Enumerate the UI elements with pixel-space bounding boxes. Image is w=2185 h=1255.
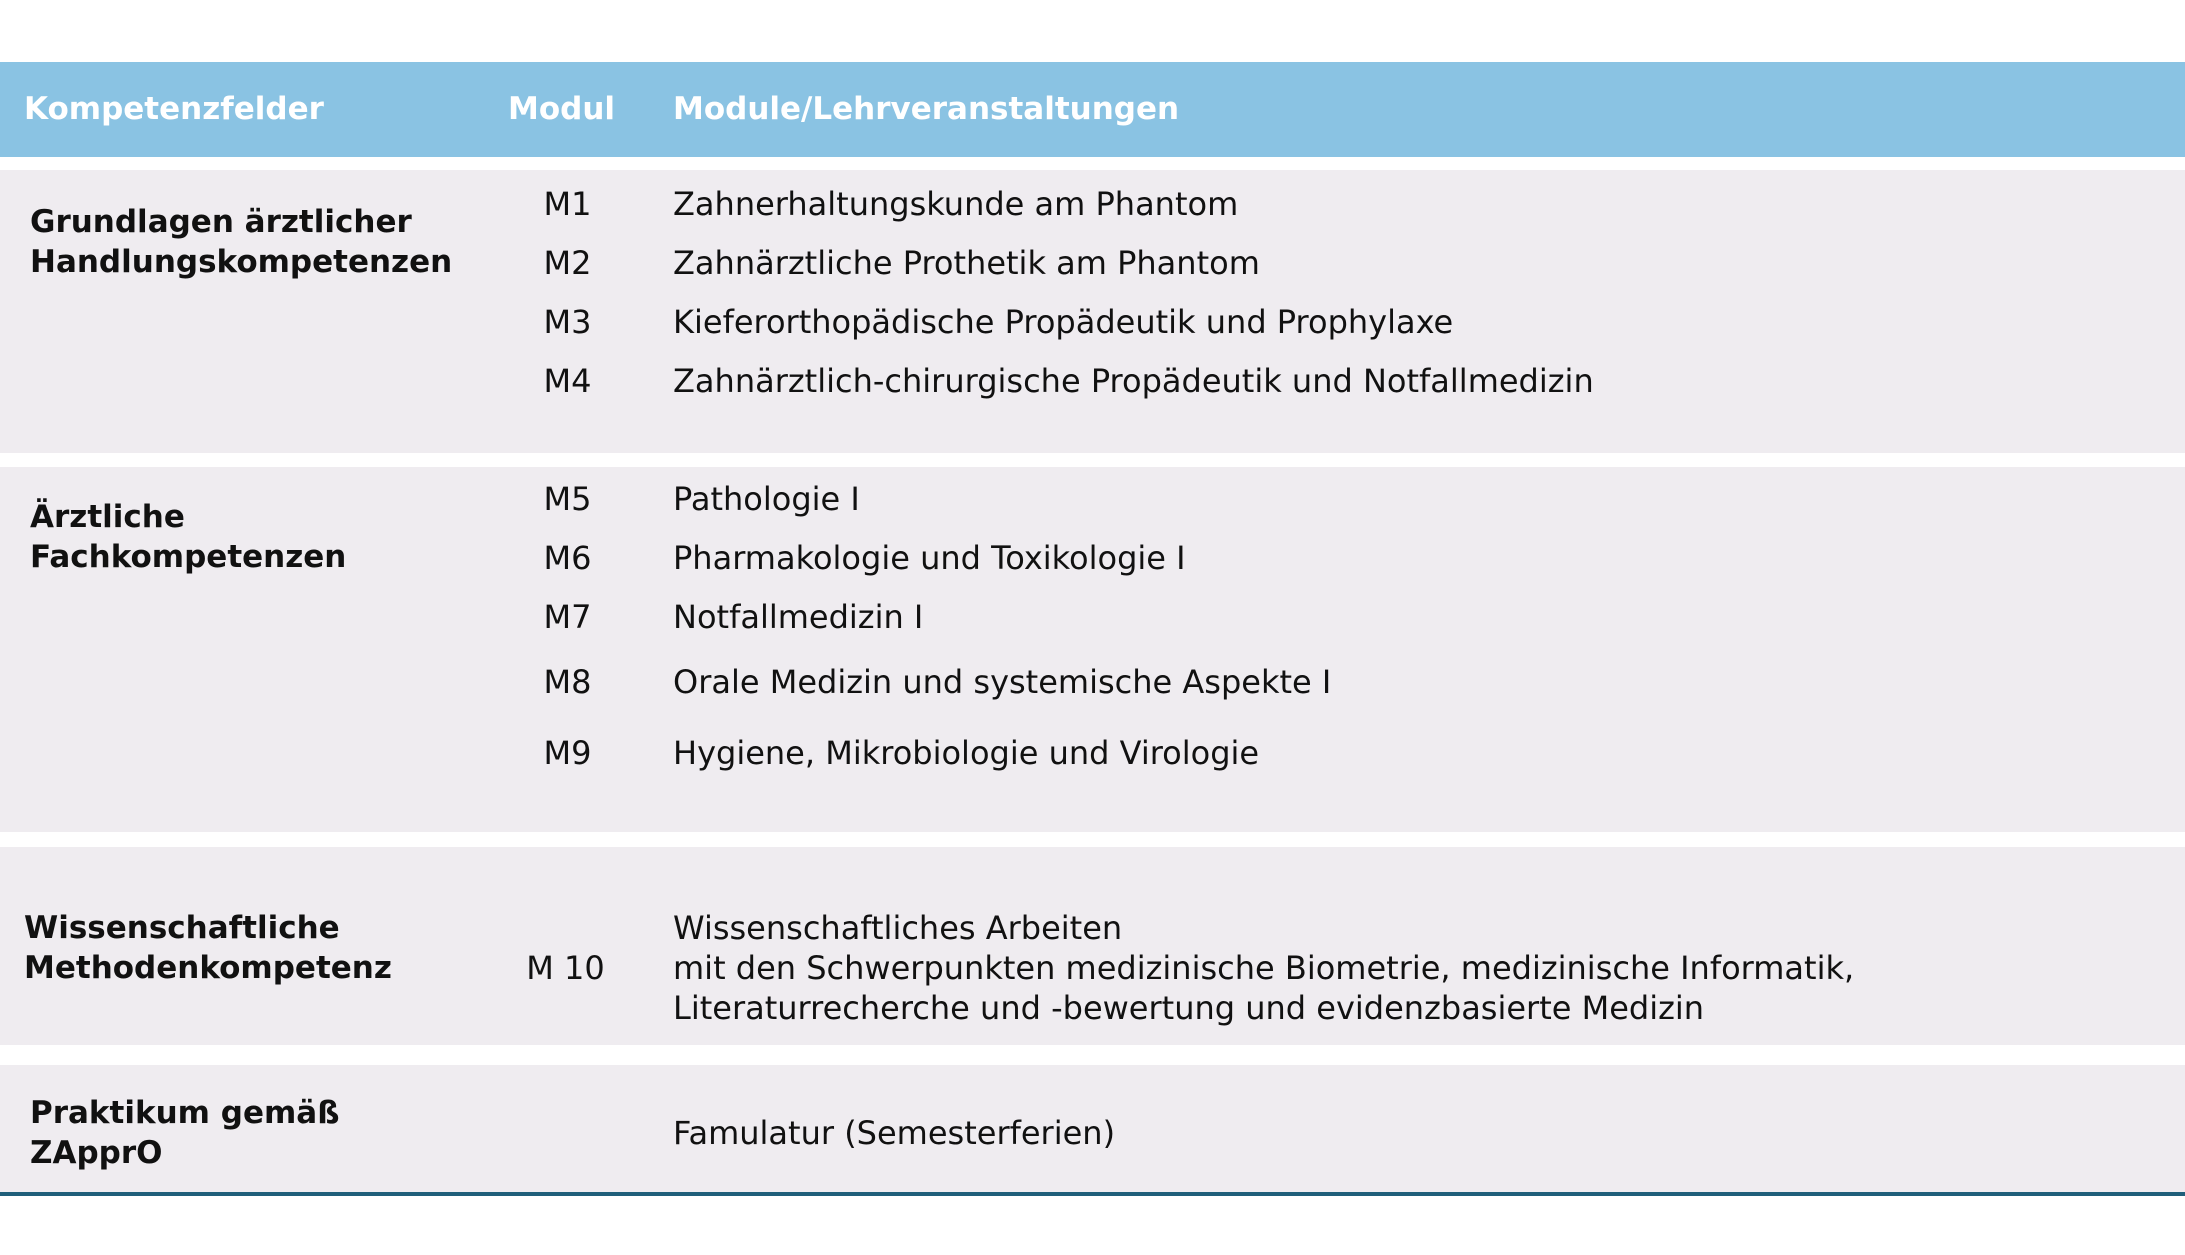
module-title: Zahnärztliche Prothetik am Phantom [673, 244, 1260, 282]
module-title: Pathologie I [673, 480, 860, 518]
group-methodenkompetenz [0, 847, 2185, 1045]
module-code: M9 [543, 734, 592, 772]
module-title: Pharmakologie und Toxikologie I [673, 539, 1186, 577]
field-label: Ärztliche Fachkompetenzen [30, 499, 347, 575]
field-label: Grundlagen ärztlicher Handlungskompetenzen [30, 204, 453, 280]
module-title: Zahnärztlich-chirurgische Propädeutik und Notfallmedizin [673, 362, 1594, 400]
module-description-line: mit den Schwerpunkten medizinische Biometrie, medizinische Informatik, [673, 949, 1855, 987]
group-praktikum [0, 1065, 2185, 1192]
module-title: Hygiene, Mikrobiologie und Virologie [673, 734, 1260, 772]
module-code: M8 [543, 663, 592, 701]
module-title: Kieferorthopädische Propädeutik und Prophylaxe [673, 303, 1454, 341]
table-bottom-rule [0, 1192, 2185, 1196]
header-module-lehrveranstaltungen: Module/Lehrveranstaltungen [673, 91, 1180, 127]
group-grundlagen [0, 170, 2185, 453]
table-row [0, 184, 2185, 224]
table-row [0, 361, 2185, 401]
module-code: M4 [543, 362, 592, 400]
table-header [0, 62, 2185, 157]
field-label: Praktikum gemäß ZApprO [30, 1095, 340, 1171]
header-modul: Modul [508, 91, 616, 127]
group-fachkompetenzen [0, 467, 2185, 832]
table-row [0, 662, 2185, 702]
table-row [0, 302, 2185, 342]
table-row [0, 597, 2185, 637]
table-row [0, 243, 2185, 283]
module-title: Famulatur (Semesterferien) [673, 1114, 1116, 1152]
field-label: Wissenschaftliche Methodenkompetenz [24, 910, 392, 986]
module-title-line: Wissenschaftliches Arbeiten [673, 909, 1123, 947]
module-code: M5 [543, 480, 592, 518]
module-code: M6 [543, 539, 592, 577]
module-code: M 10 [526, 949, 605, 987]
module-code: M7 [543, 598, 592, 636]
module-title: Orale Medizin und systemische Aspekte I [673, 663, 1332, 701]
table-row [0, 479, 2185, 519]
module-code: M1 [543, 185, 592, 223]
module-title: Notfallmedizin I [673, 598, 924, 636]
table-row [0, 1113, 2185, 1153]
module-description-line: Literaturrecherche und -bewertung und evidenzbasierte Medizin [673, 989, 1705, 1027]
header-kompetenzfelder: Kompetenzfelder [24, 91, 324, 127]
module-code: M3 [543, 303, 592, 341]
module-title: Zahnerhaltungskunde am Phantom [673, 185, 1239, 223]
table-row [0, 733, 2185, 773]
module-code: M2 [543, 244, 592, 282]
table-row [0, 538, 2185, 578]
